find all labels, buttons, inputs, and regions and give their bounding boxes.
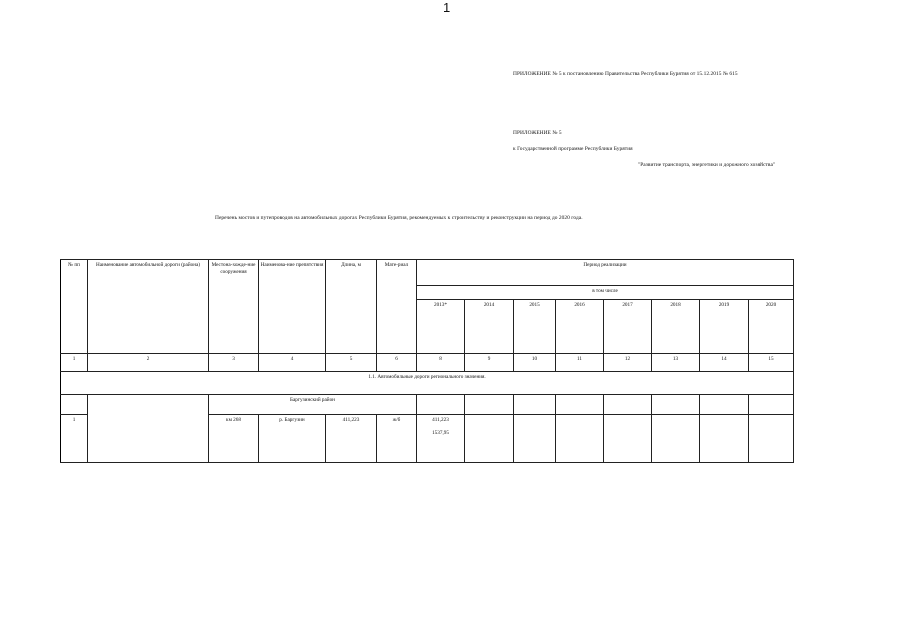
col-number: 5 [326,354,377,372]
section-title: 1.1. Автомобильные дороги регионального значения. [61,372,794,395]
col-header-material: Мате-риал [377,260,417,354]
row-num: 1 [61,415,88,463]
col-number: 3 [209,354,259,372]
page-number: 1 [443,0,451,15]
document-title: Перечень мостов и путепроводов на автомобильных дорогах Республики Бурятия, рекомендуемых к строительству и реконструкции на период до 2020 года. [215,215,583,221]
col-number: 10 [514,354,556,372]
appendix-program-name: "Развитие транспорта, энергетики и дорожного хозяйства" [638,162,776,168]
appendix-decree-line: ПРИЛОЖЕНИЕ № 5 к постановлению Правительства Республики Бурятия от 15.12.2015 № 615 [513,71,738,77]
col-header-length: Длина, м [326,260,377,354]
col-number: 13 [652,354,700,372]
col-header-road: Наименование автомобильной дороги (района) [88,260,209,354]
district-name: Баргузинский район [209,395,417,415]
col-number: 2 [88,354,209,372]
row-period-values [417,415,465,463]
bridges-table [60,259,794,463]
row-period-value-1: 411,223 [432,417,449,423]
col-header-location: Местона-хожде-ние сооружения [209,260,259,354]
year-header: 2013* [417,300,465,354]
col-number: 8 [417,354,465,372]
year-header: 2020 [749,300,794,354]
year-header: 2019 [700,300,749,354]
col-number: 11 [556,354,604,372]
col-number: 4 [259,354,326,372]
col-header-num: № пп [61,260,88,354]
year-header: 2018 [652,300,700,354]
year-header: 2017 [604,300,652,354]
col-header-period: Период реализации [417,260,794,286]
col-number: 1 [61,354,88,372]
col-number: 9 [465,354,514,372]
row-location: км 268 [209,415,259,463]
appendix-number: ПРИЛОЖЕНИЕ № 5 [513,130,562,136]
row-period-value-2: 1537,95 [432,429,449,436]
appendix-program-line: к Государственной программе Республики Бурятия [513,146,633,152]
row-length: 411,223 [326,415,377,463]
col-header-obstacle: Наименова-ние препятствия [259,260,326,354]
col-number: 12 [604,354,652,372]
year-header: 2015 [514,300,556,354]
col-number: 14 [700,354,749,372]
year-header: 2014 [465,300,514,354]
col-number: 6 [377,354,417,372]
year-header: 2016 [556,300,604,354]
col-number: 15 [749,354,794,372]
col-header-including: в том числе [417,286,794,300]
row-material: ж/б [377,415,417,463]
row-obstacle: р. Баргузин [259,415,326,463]
